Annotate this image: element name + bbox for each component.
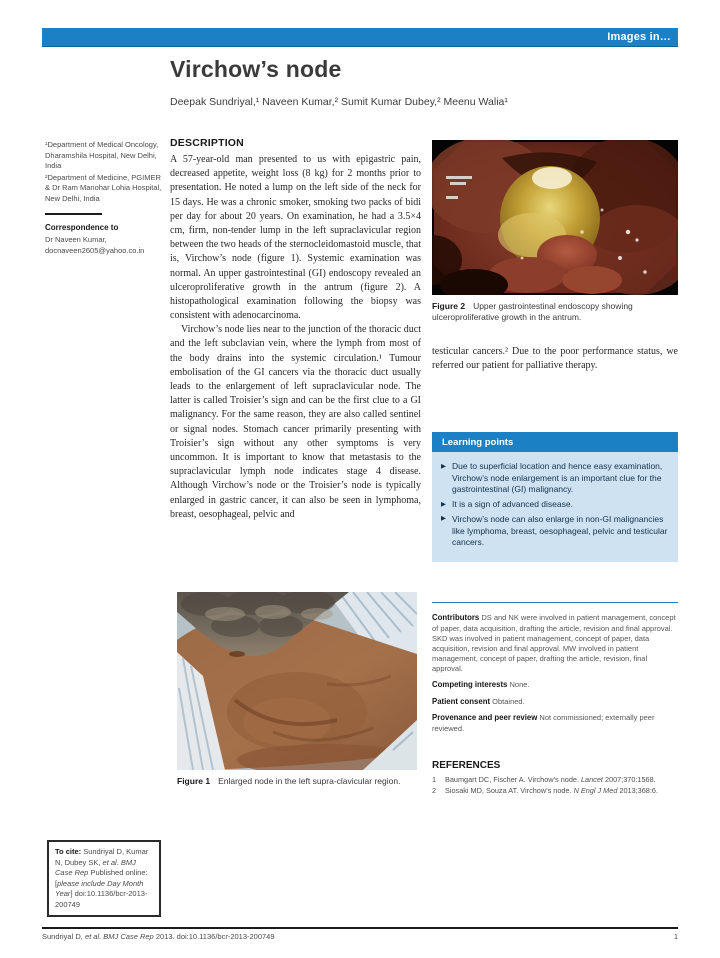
learning-points-title: Learning points xyxy=(432,432,678,452)
figure-2-label: Figure 2 xyxy=(432,301,466,311)
series-banner xyxy=(42,28,678,47)
article-title: Virchow’s node xyxy=(170,56,342,82)
correspondence-label: Correspondence to xyxy=(45,223,119,232)
learning-point: ▶ Virchow’s node can also enlarge in non-GI malignancies like lymphoma, breast, oesophageal, pelvic and testicular cancers. xyxy=(441,513,668,548)
series-label: Images in… xyxy=(607,31,671,43)
learning-points-body xyxy=(432,452,678,562)
contributors-statement: Contributors DS and NK were involved in patient management, concept of paper, data acquisition, drafting the article, revision and final approval. SKD was involved in patient management, concept of paper, data acquisition, revision and final approval. MW involved in patient management, concept of paper, drafting the article, revision, final approval. xyxy=(432,613,676,674)
description-paragraph-2: Virchow’s node lies near to the junction of the thoracic duct and the left subclavian vein, where the lymph from most of the body drains into the systemic circulation.¹ Tumour embolisation of the GI cancers via the thoracic duct usually leads to the enlargement of left supraclavicular node. The latter is called Troisier’s sign and can be the first clue to a GI malignancy. For the same reason, they are also called sentinel or signal nodes. Stomach cancer primarily presenting with Troisier’s sign without any other symptoms is very uncommon. It is important to know that metastasis to the supraclavicular lymph node indicates stage 4 disease. Although Virchow’s node or the Troisier’s node is typically enlarged in gastric cancer, it can also be seen in lymphoma, breast, oesophageal, pelvic and xyxy=(170,324,421,520)
references-heading: REFERENCES xyxy=(432,760,501,771)
page-number: 1 xyxy=(673,932,678,941)
neck-photo xyxy=(177,592,417,770)
bullet-arrow-icon: ▶ xyxy=(441,515,446,523)
figure-2-caption: Figure 2 Upper gastrointestinal endoscopy showing ulceroproliferative growth in the antrum. xyxy=(432,301,633,323)
figure-2-image xyxy=(432,140,678,295)
endoscopy-photo xyxy=(432,140,678,295)
patient-consent-statement: Patient consent Obtained. xyxy=(432,696,525,706)
bullet-arrow-icon: ▶ xyxy=(441,500,446,508)
description-paragraph-2-continued: testicular cancers.² Due to the poor performance status, we referred our patient for palliative therapy. xyxy=(432,346,678,372)
references-section xyxy=(432,760,678,796)
figure-1-label: Figure 1 xyxy=(177,776,211,786)
provenance-statement: Provenance and peer review Not commissioned; externally peer reviewed. xyxy=(432,713,655,733)
footer-rule xyxy=(42,927,678,929)
bullet-arrow-icon: ▶ xyxy=(441,462,446,470)
competing-interests-statement: Competing interests None. xyxy=(432,680,530,690)
author-line: Deepak Sundriyal,¹ Naveen Kumar,² Sumit Kumar Dubey,² Meenu Walia¹ xyxy=(170,96,508,108)
affiliation-2: ²Department of Medicine, PGIMER & Dr Ram Manohar Lohia Hospital, New Delhi, India xyxy=(45,172,162,203)
figure-1-image xyxy=(177,592,417,770)
margin-column xyxy=(45,140,165,256)
reference-1: 1 Baumgart DC, Fischer A. Virchow’s node. Lancet 2007;370:1568. xyxy=(432,775,656,784)
to-cite-box: To cite: Sundriyal D, Kumar N, Dubey SK, et al. BMJ Case Rep Published online: [please include Day Month Year] doi:10.1136/bcr-2013-200749 xyxy=(47,840,161,917)
footer-citation: Sundriyal D, et al. BMJ Case Rep 2013. doi:10.1136/bcr-2013-200749 xyxy=(42,932,275,941)
description-heading: DESCRIPTION xyxy=(170,137,244,149)
description-paragraph-1: A 57-year-old man presented to us with epigastric pain, decreased appetite, weight loss (8 kg) for 2 months prior to presentation. He noted a lump on the left side of the neck for 15 days. He was a chronic smoker, smoking two packs of bidi per day for about 20 years. On examination, he had a 3.5×4 cm, firm, non-tender lump in the left supraclavicular region between the two heads of the sternocleidomastoid muscle, that is, Virchow’s node (figure 1). Systemic examination was normal. An upper gastrointestinal (GI) endoscopy revealed an ulceroproliferative growth in the antrum (figure 2). A histopathological examination following the biopsy was consistent with adenocarcinoma. xyxy=(170,154,421,322)
article-statements xyxy=(432,613,678,740)
figure-1-caption: Figure 1 Enlarged node in the left supra-clavicular region. xyxy=(177,776,401,786)
correspondence-email[interactable]: docnaveen2605@yahoo.co.in xyxy=(45,245,145,255)
correspondence-name: Dr Naveen Kumar, xyxy=(45,235,107,245)
learning-points-box xyxy=(432,432,678,562)
page-footer xyxy=(42,932,678,941)
statements-divider xyxy=(432,602,678,603)
learning-point: ▶ It is a sign of advanced disease. xyxy=(441,499,573,510)
description-section xyxy=(170,137,421,522)
reference-2: 2 Siosaki MD, Souza AT. Virchow’s node. N Engl J Med 2013;368:6. xyxy=(432,785,658,795)
affiliation-1: ¹Department of Medical Oncology, Dharamshila Hospital, New Delhi, India xyxy=(45,140,159,170)
learning-point: ▶ Due to superficial location and hence easy examination, Virchow’s node enlargement is an important clue for the gastrointestinal (GI) malignancy. xyxy=(441,461,663,495)
sidebar-divider xyxy=(45,213,102,215)
